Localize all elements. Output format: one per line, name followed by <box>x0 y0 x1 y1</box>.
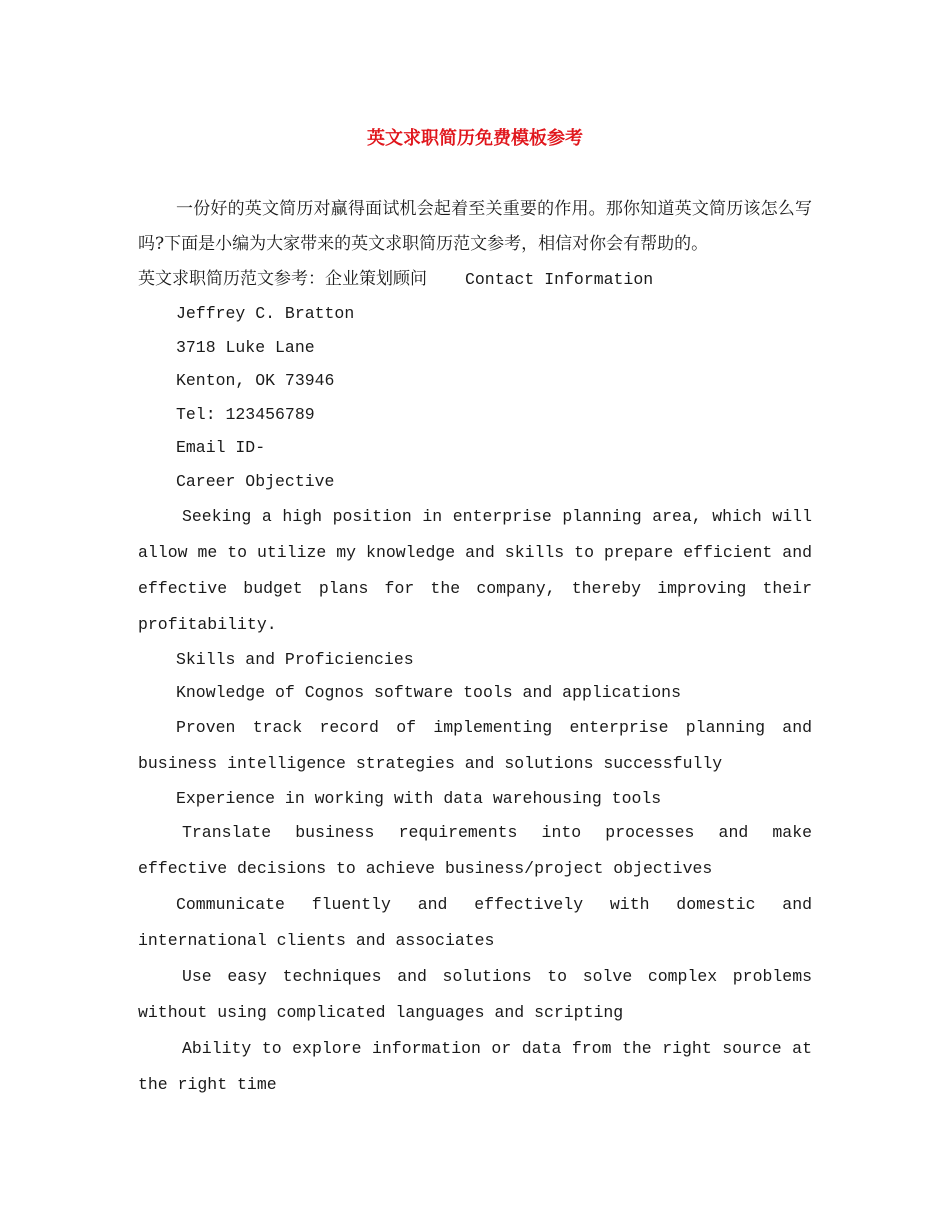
objective-text: Seeking a high position in enterprise planning area, which will allow me to utilize my knowledge and skills to prepare efficient and effective budget plans for the company, thereby improving their profitability. <box>138 506 812 634</box>
contact-address-line2: Kenton, OK 73946 <box>176 371 335 391</box>
contact-heading: Contact Information <box>465 270 654 289</box>
objective-heading: Career Objective <box>176 471 335 491</box>
skill-item: Ability to explore information or data from the right source at the right time <box>138 1039 812 1095</box>
contact-address-line1: 3718 Luke Lane <box>176 337 315 357</box>
contact-email: Email ID- <box>176 438 266 458</box>
skill-item: Translate business requirements into processes and make effective decisions to achieve business/project objectives <box>138 823 812 879</box>
skills-heading: Skills and Proficiencies <box>176 649 414 669</box>
skill-item: Proven track record of implementing enterprise planning and business intelligence strategies and solutions successfully <box>138 717 812 773</box>
contact-name: Jeffrey C. Bratton <box>176 304 355 323</box>
document-body <box>138 192 812 1103</box>
contact-tel: Tel: 123456789 <box>176 404 315 424</box>
intro-paragraph: 一份好的英文简历对赢得面试机会起着至关重要的作用。那你知道英文简历该怎么写吗?下面是小编为大家带来的英文求职简历范文参考，相信对你会有帮助的。 <box>138 199 812 254</box>
skill-item: Knowledge of Cognos software tools and applications <box>176 683 681 703</box>
intro-subheading-line <box>138 262 812 297</box>
skill-item: Communicate fluently and effectively with domestic and international clients and associates <box>138 895 812 951</box>
intro-subheading: 英文求职简历范文参考：企业策划顾问 <box>138 269 427 289</box>
skill-item: Use easy techniques and solutions to solve complex problems without using complicated languages and scripting <box>138 967 812 1023</box>
document-title: 英文求职简历免费模板参考 <box>367 128 583 149</box>
skill-item: Experience in working with data warehousing tools <box>176 788 662 808</box>
